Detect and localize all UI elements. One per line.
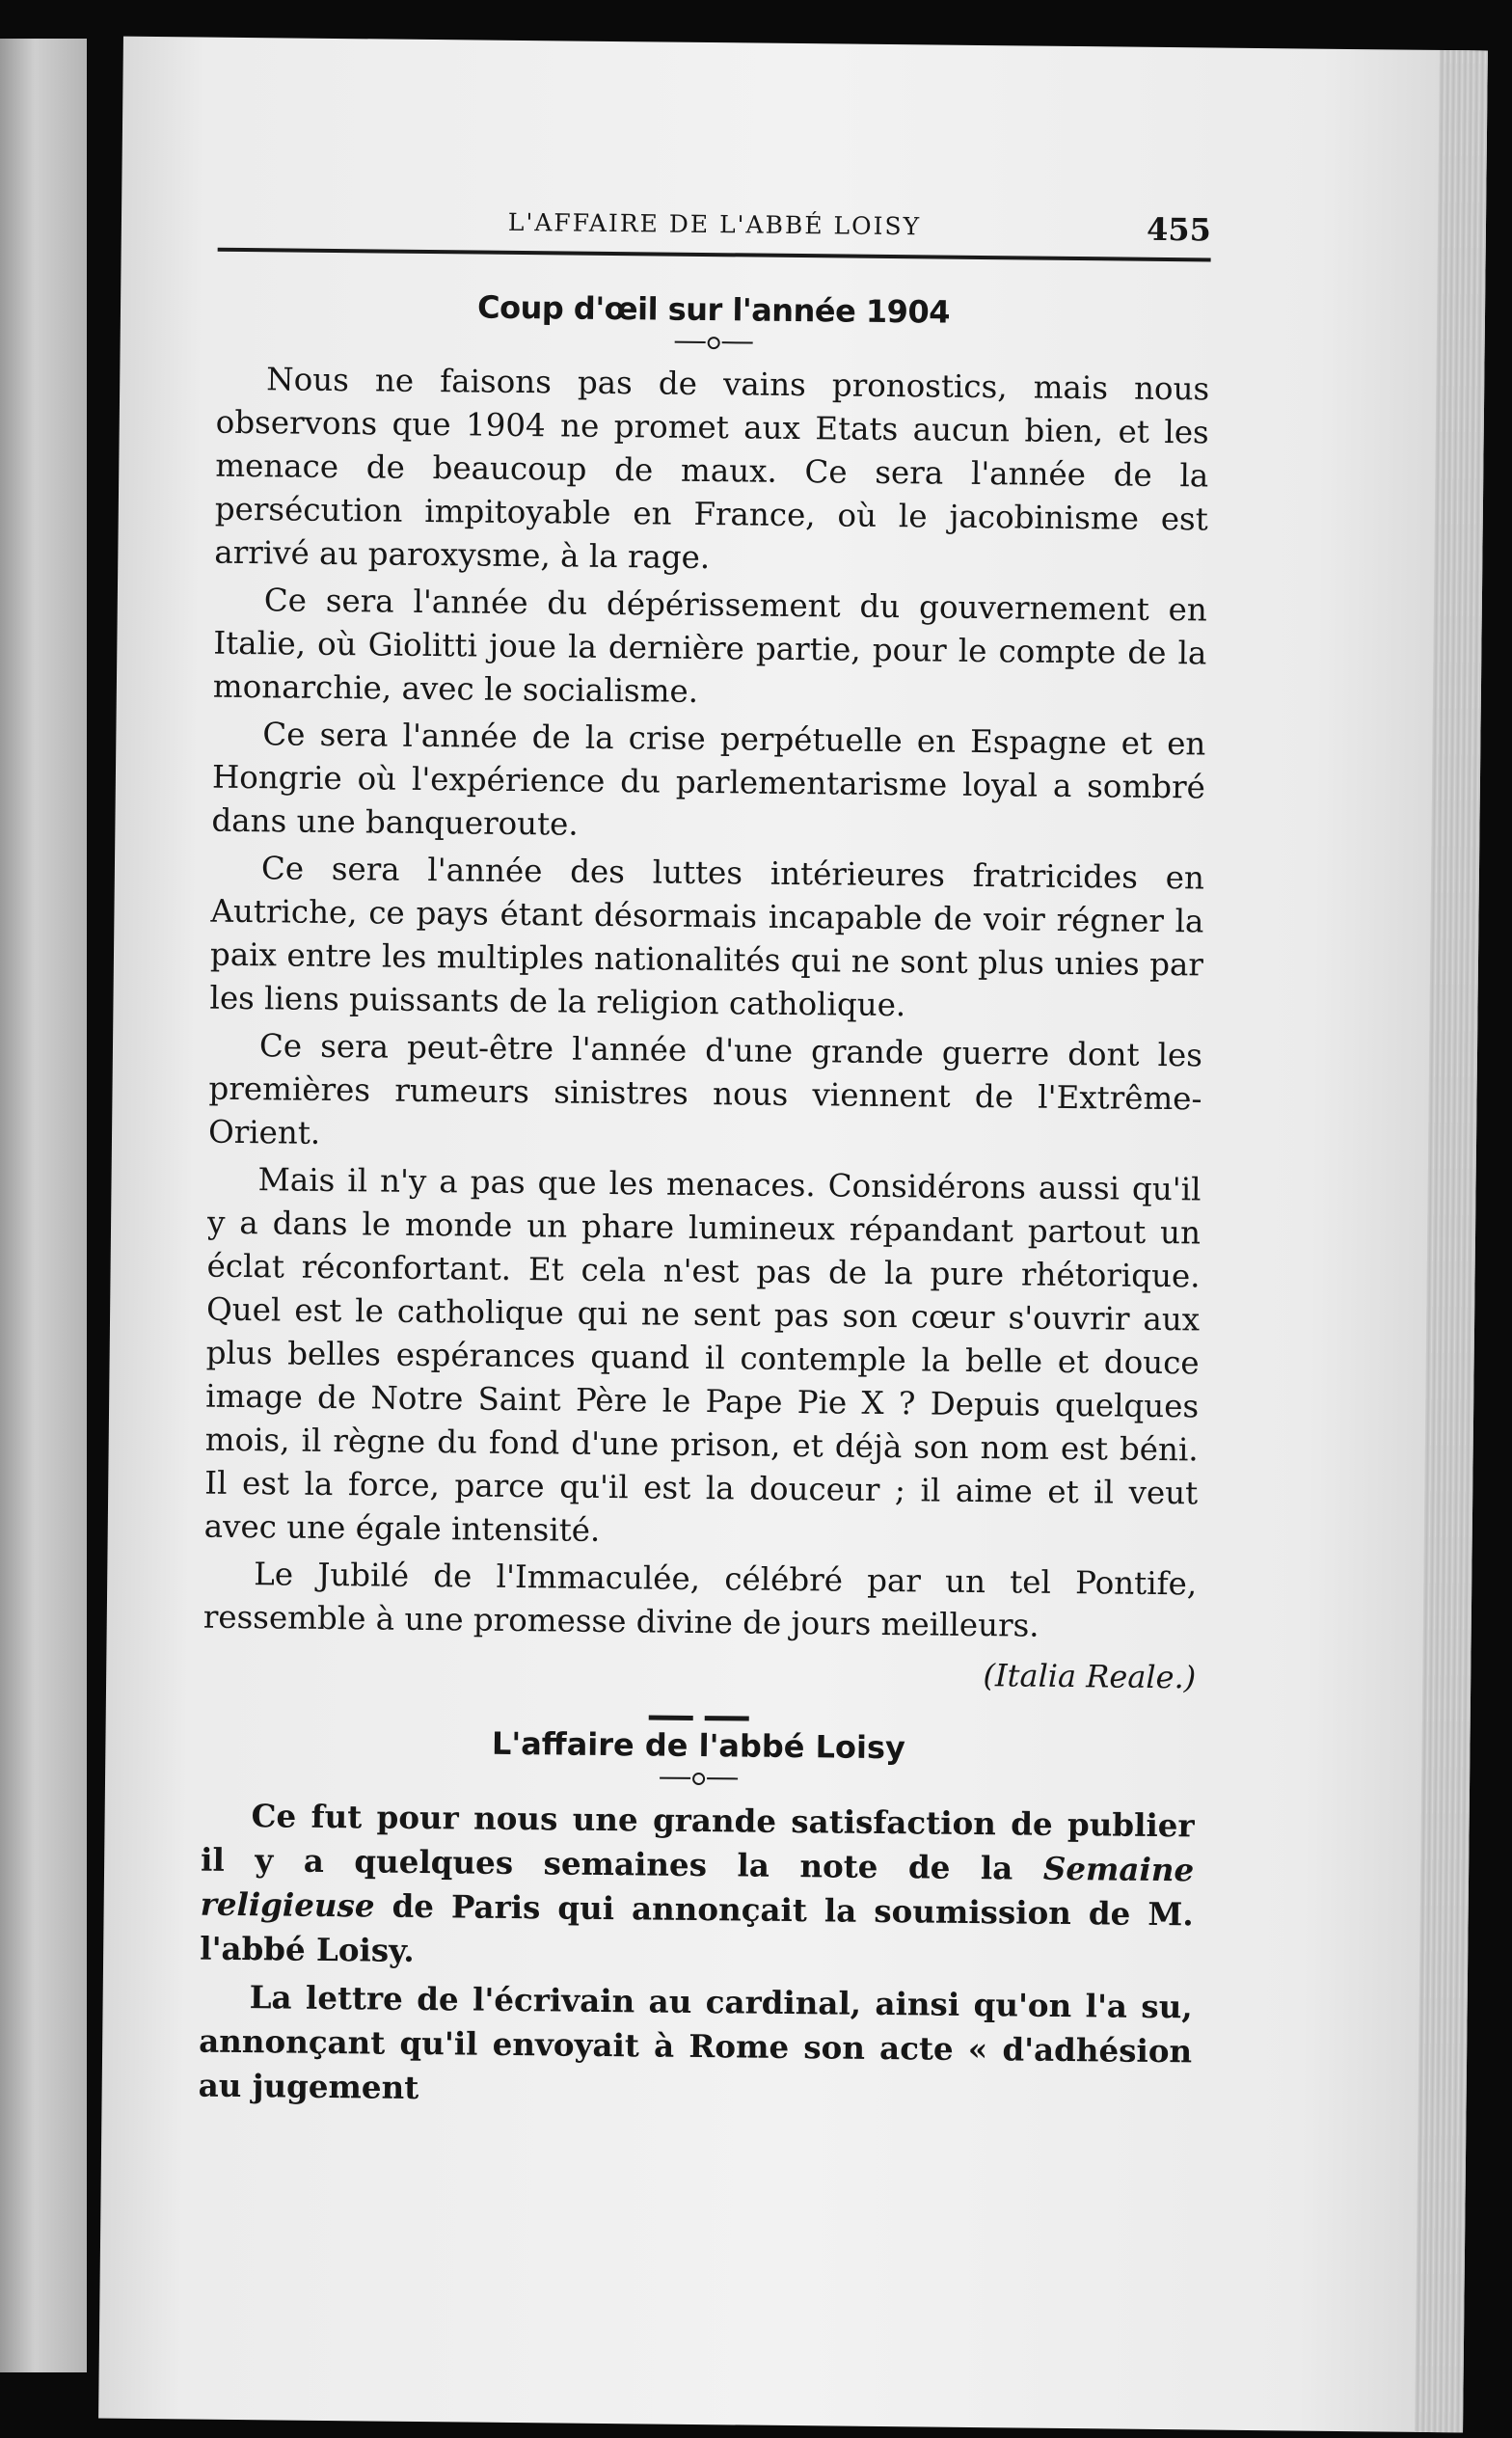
article1-paragraph-1: Nous ne faisons pas de vains pronostics, mais nous observons que 1904 ne promet aux Etats aucun bien, et les menace de beaucoup de maux. Ce sera l'année de la persécution impitoyable en France, où le jacobinisme est arrivé au paroxysme, à la rage. (214, 361, 1210, 577)
article1-source: (Italia Reale.) (983, 1657, 1197, 1696)
article2-p1-text-start: Ce fut pour nous une grande satisfaction de publier il y a quelques semaines la note de la (200, 1797, 1195, 1887)
article1-paragraph-3: Ce sera l'année de la crise perpétuelle en Espagne et en Hongrie où l'expérience du parlementarisme loyal a sombré dans une banqueroute. (211, 716, 1206, 843)
ornament-dash-right (705, 1716, 749, 1720)
article2-paragraph-1 (200, 1794, 1195, 1982)
running-title: L'AFFAIRE DE L'ABBÉ LOISY (507, 207, 922, 241)
facing-page-edge (0, 39, 87, 2372)
page-content (198, 202, 1211, 2123)
article1-paragraph-5: Ce sera peut-être l'année d'une grande guerre dont les premières rumeurs sinistres nous viennent de l'Extrême-Orient. (207, 1027, 1203, 1151)
article1-paragraph-6: Mais il n'y a pas que les menaces. Considérons aussi qu'il y a dans le monde un phare lumineux répandant partout un éclat réconfortant. Et cela n'est pas de la pure rhétorique. Quel est le catholique qui ne sent pas son cœur s'ouvrir aux plus belles espérances quand il contemple la belle et douce image de Notre Saint Père le Pape Pie X ? Depuis quelques mois, il règne du fond d'une prison, et déjà son nom est béni. Il est la force, parce qu'il est la douceur ; il aime et il veut avec une égale intensité. (203, 1161, 1202, 1549)
book-page (98, 37, 1488, 2433)
page-number: 455 (1146, 210, 1212, 249)
article-title-loisy: L'affaire de l'abbé Loisy (491, 1724, 906, 1767)
article-title-coup-d-oeil: Coup d'œil sur l'année 1904 (476, 288, 951, 331)
article1-paragraph-4: Ce sera l'année des luttes intérieures fratricides en Autriche, ce pays étant désormais incapable de voir régner la paix entre les multiples nationalités qui ne sont plus unies par les liens puissants de la religion catholique. (209, 850, 1205, 1024)
article2-p1-journal-title: Semaine religieuse (200, 1849, 1195, 1925)
ornament-dash-left (649, 1715, 693, 1720)
divider-circle (692, 1772, 705, 1784)
divider-rule-left (674, 341, 705, 343)
divider-rule-right (707, 1777, 738, 1779)
article2-p2-text: La lettre de l'écrivain au cardinal, ainsi qu'on l'a su, annonçant qu'il envoyait à Rome son acte « d'adhésion au jugement (198, 1978, 1193, 2106)
article1-paragraph-2: Ce sera l'année du dépérissement du gouvernement en Italie, où Giolitti joue la dernière partie, pour le compte de la monarchie, avec le socialisme. (212, 582, 1208, 710)
article1-paragraph-7: Le Jubilé de l'Immaculée, célébré par un tel Pontife, ressemble à une promesse divine de jours meilleurs. (202, 1556, 1198, 1644)
article2-paragraph-2 (198, 1975, 1192, 2119)
divider-rule-left (660, 1777, 690, 1779)
divider-rule-right (721, 341, 752, 343)
divider-circle (707, 337, 719, 349)
running-head (218, 202, 1211, 262)
article2-p1-text-end: de Paris qui annonçait la soumission de M. l'abbé Loisy. (200, 1886, 1194, 1969)
page-stack-edge (1415, 50, 1488, 2432)
